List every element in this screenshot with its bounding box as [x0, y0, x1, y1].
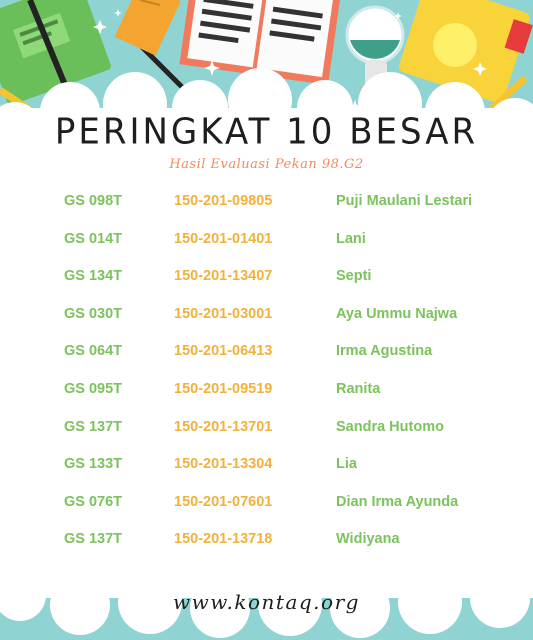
page-title: PERINGKAT 10 BESAR [54, 111, 479, 153]
footer-url: www.kontaq.org [173, 590, 360, 614]
row-name: Lani [336, 230, 366, 247]
row-name: Dian Irma Ayunda [336, 493, 459, 510]
row-name: Septi [336, 268, 372, 285]
row-code: GS 076T [64, 493, 123, 510]
table-row [0, 531, 533, 569]
row-name: Ranita [336, 380, 381, 397]
row-name: Puji Maulani Lestari [336, 193, 473, 209]
row-number: 150-201-09805 [174, 193, 273, 209]
row-number: 150-201-07601 [174, 493, 273, 510]
row-number: 150-201-01401 [174, 230, 273, 247]
table-row [0, 494, 533, 532]
ranking-table [0, 193, 533, 569]
table-row [0, 343, 533, 381]
table-row [0, 419, 533, 457]
row-name: Aya Ummu Najwa [336, 305, 458, 322]
row-number: 150-201-13718 [174, 531, 273, 548]
row-code: GS 133T [64, 456, 123, 473]
row-number: 150-201-03001 [174, 305, 273, 322]
row-code: GS 098T [64, 193, 123, 209]
row-code: GS 095T [64, 380, 123, 397]
row-code: GS 030T [64, 305, 123, 322]
table-row [0, 268, 533, 306]
row-code: GS 064T [64, 343, 123, 360]
row-code: GS 137T [64, 418, 123, 435]
table-row [0, 193, 533, 231]
ruler-icon [115, 0, 181, 56]
row-name: Widiyana [336, 531, 400, 548]
row-number: 150-201-13407 [174, 268, 273, 285]
row-number: 150-201-06413 [174, 343, 273, 360]
row-number: 150-201-13304 [174, 456, 273, 473]
page-subtitle: Hasil Evaluasi Pekan 98.G2 [169, 157, 364, 172]
row-code: GS 134T [64, 268, 123, 285]
table-row [0, 306, 533, 344]
row-number: 150-201-09519 [174, 380, 273, 397]
row-number: 150-201-13701 [174, 418, 273, 435]
table-row [0, 381, 533, 419]
row-name: Lia [336, 456, 357, 473]
row-name: Sandra Hutomo [336, 418, 444, 435]
row-code: GS 137T [64, 531, 123, 548]
row-name: Irma Agustina [336, 343, 433, 360]
table-row [0, 456, 533, 494]
row-code: GS 014T [64, 230, 123, 247]
table-row [0, 231, 533, 269]
